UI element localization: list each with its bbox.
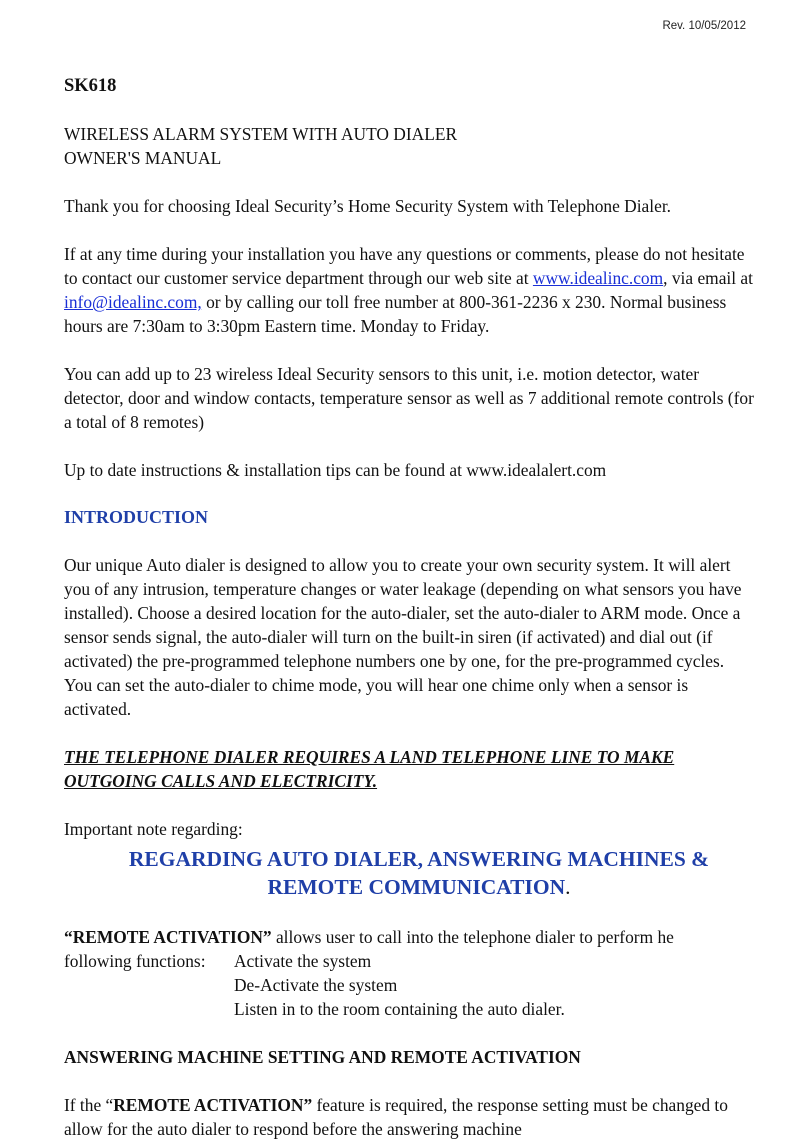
regarding-line-2 [84, 873, 754, 901]
title-line-2: OWNER'S MANUAL [64, 148, 222, 168]
functions-lead: following functions: [64, 951, 206, 971]
website-link[interactable]: www.idealinc.com [532, 268, 664, 288]
thanks-paragraph: Thank you for choosing Ideal Security’s Home Security System with Telephone Dialer. [64, 196, 672, 216]
function-item: Activate the system [234, 951, 372, 971]
answering-machine-heading: ANSWERING MACHINE SETTING AND REMOTE ACTIVATION [64, 1047, 581, 1067]
functions-list [234, 949, 565, 1021]
contact-text-pre: If at any time during your installation you have any questions or comments, please do not hesitate to contact our customer service department through our web site at [64, 244, 745, 288]
contact-paragraph [64, 242, 754, 338]
final-paragraph [64, 1093, 754, 1141]
introduction-heading: INTRODUCTION [64, 507, 209, 527]
title-line-1: WIRELESS ALARM SYSTEM WITH AUTO DIALER [64, 124, 458, 144]
remote-activation-paragraph [64, 925, 754, 949]
email-link[interactable]: info@idealinc.com, [64, 292, 202, 312]
remote-activation-term: “REMOTE ACTIVATION” [64, 927, 272, 947]
final-text-pre: If the “ [64, 1095, 114, 1115]
important-note: Important note regarding: [64, 819, 243, 839]
regarding-period: . [565, 875, 571, 899]
remote-activation-desc: allows user to call into the telephone dialer to perform he [271, 927, 674, 947]
landline-warning: THE TELEPHONE DIALER REQUIRES A LAND TELEPHONE LINE TO MAKE OUTGOING CALLS AND ELECTRICITY. [64, 747, 675, 791]
document-title [64, 122, 754, 170]
introduction-body: Our unique Auto dialer is designed to allow you to create your own security system. It will alert you of any intrusion, temperature changes or water leakage (depending on what sensors you have installed). Choose a desired location for the auto-dialer, set the auto-dialer to ARM mode. Once a sensor sends signal, the auto-dialer will turn on the built-in siren (if activated) and dial out (if activated) the pre-programmed telephone numbers one by one, for the pre-programmed cycles. You can set the auto-dialer to chime mode, you will hear one chime only when a sensor is activated. [64, 555, 742, 719]
regarding-heading [84, 845, 754, 901]
instructions-paragraph: Up to date instructions & installation tips can be found at www.idealalert.com [64, 460, 607, 480]
document-body [64, 74, 754, 1141]
sensors-paragraph: You can add up to 23 wireless Ideal Security sensors to this unit, i.e. motion detector, water detector, door and window contacts, temperature sensor as well as 7 additional remote controls (for a total of 8 remotes) [64, 364, 754, 432]
contact-text-post: or by calling our toll free number at 800-361-2236 x 230. Normal business hours are 7:30am to 3:30pm Eastern time. Monday to Friday. [64, 292, 727, 336]
model-number: SK618 [64, 76, 117, 96]
functions-block [64, 949, 754, 1021]
function-item: De-Activate the system [234, 975, 398, 995]
final-term: REMOTE ACTIVATION” [113, 1095, 313, 1115]
revision-date: Rev. 10/05/2012 [662, 20, 746, 32]
regarding-line-1: REGARDING AUTO DIALER, ANSWERING MACHINES & [128, 847, 710, 871]
final-text-post: feature is required, the response setting must be changed to allow for the auto dialer to respond before the answering machine [64, 1095, 728, 1139]
regarding-line-2-text: REMOTE COMMUNICATION [267, 875, 566, 899]
function-item: Listen in to the room containing the auto dialer. [234, 999, 565, 1019]
contact-text-mid: , via email at [663, 268, 753, 288]
